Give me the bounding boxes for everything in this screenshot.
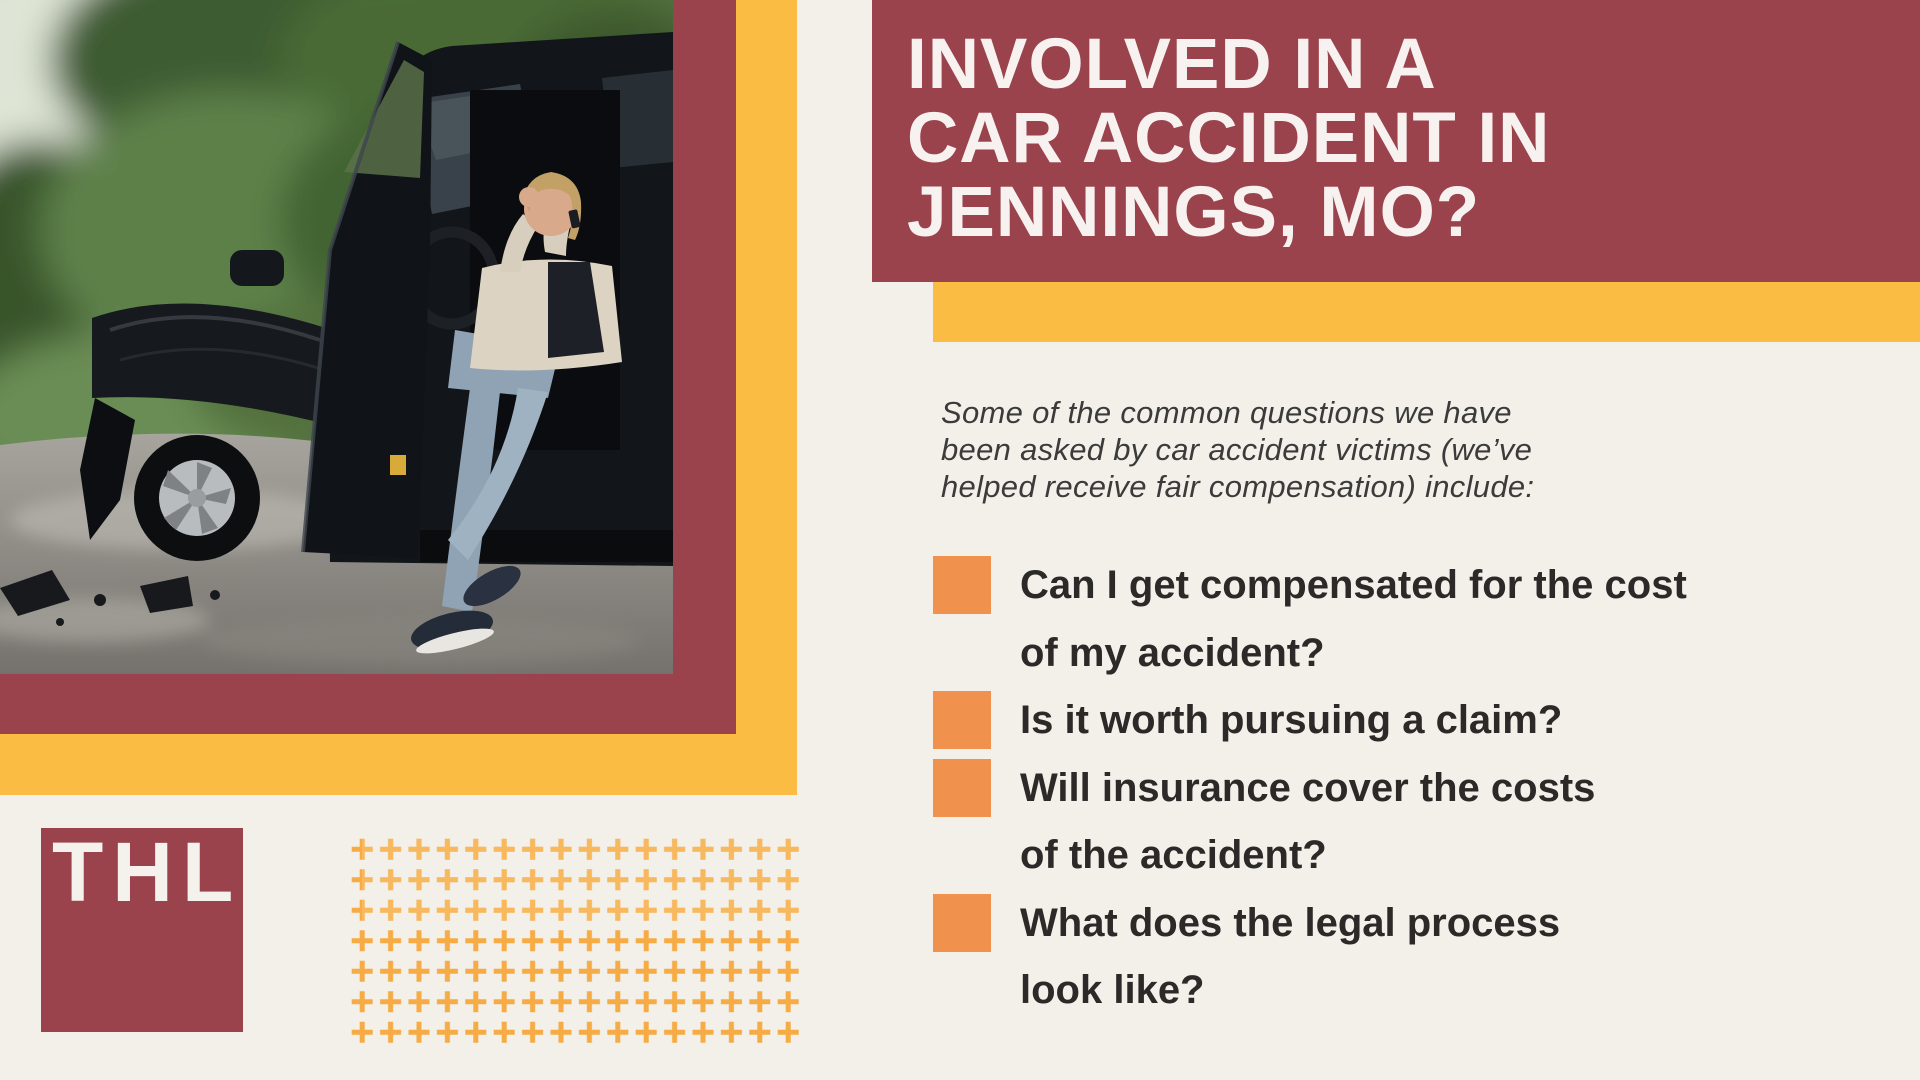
thl-logo-text: THL: [52, 825, 243, 919]
question-4-line-1: What does the legal process: [1020, 900, 1561, 945]
page-title: [907, 25, 1667, 252]
crashed-car-photo: [0, 0, 673, 674]
yellow-frame-horizontal: [0, 734, 797, 795]
bullet-square-2: [933, 691, 991, 749]
intro-line-1: Some of the common questions we have: [941, 395, 1512, 430]
question-2-line-1: Is it worth pursuing a claim?: [1020, 698, 1563, 742]
question-1-line-1: Can I get compensated for the cost: [1020, 563, 1687, 607]
page-title-line-1: INVOLVED IN A: [907, 25, 1437, 104]
front-wheel: [134, 435, 260, 561]
page-title-line-2: CAR ACCIDENT IN: [907, 99, 1551, 178]
question-3-line-2: of the accident?: [1020, 833, 1327, 877]
intro-line-3: helped receive fair compensation) include:: [941, 469, 1535, 504]
maroon-frame-horizontal: [0, 674, 736, 734]
yellow-accent-bar: [933, 282, 1920, 342]
question-4-line-2: look like?: [1020, 968, 1205, 1012]
crashed-car-photo-art: [0, 0, 673, 674]
plus-pattern: [348, 834, 804, 1048]
yellow-frame-vertical: [736, 0, 797, 795]
bullet-square-4: [933, 894, 991, 952]
maroon-frame-vertical: [673, 0, 736, 734]
question-3-line-1: Will insurance cover the costs: [1020, 765, 1596, 810]
intro-line-2: been asked by car accident victims (we’ve: [941, 432, 1533, 467]
thl-logo: [41, 825, 243, 1032]
page-title-line-3: JENNINGS, MO?: [907, 173, 1481, 252]
bullet-square-3: [933, 759, 991, 817]
question-1-line-2: of my accident?: [1020, 630, 1325, 675]
bullet-square-1: [933, 556, 991, 614]
intro-paragraph: [941, 394, 1661, 505]
